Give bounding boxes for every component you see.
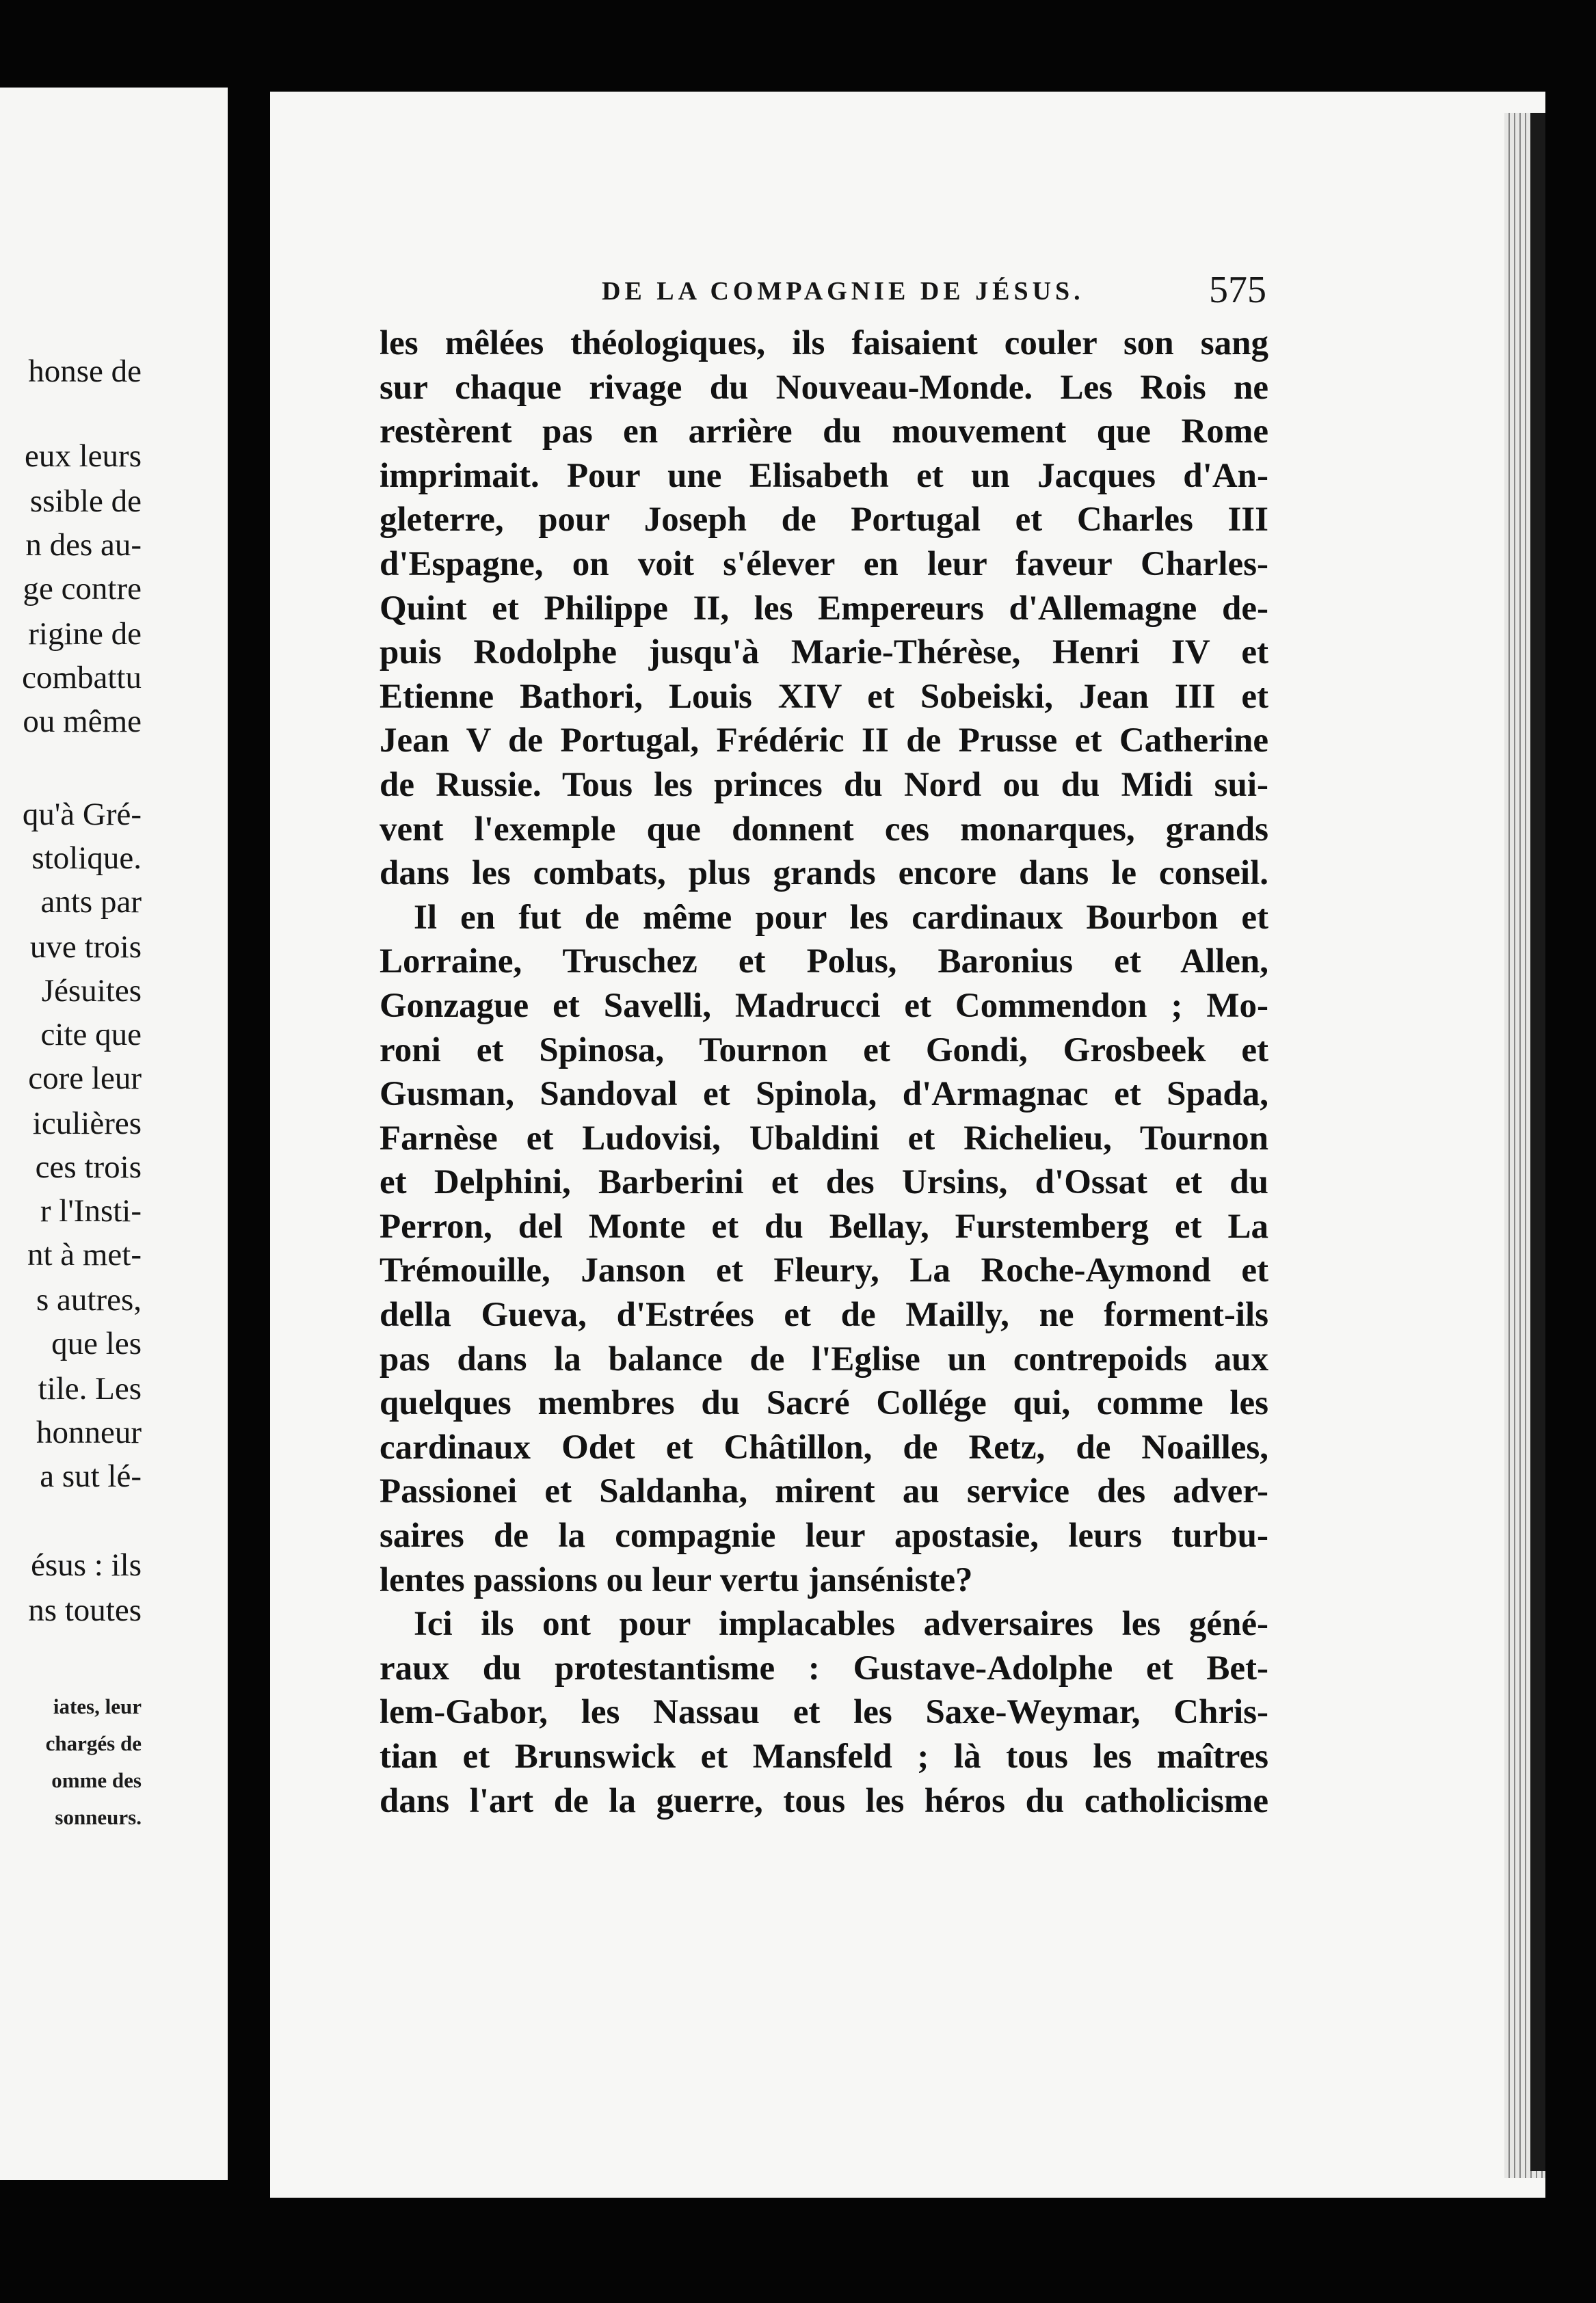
- text-line: Lorraine, Truschez et Polus, Baronius et Allen,: [380, 942, 1268, 981]
- left-page-fragment: [0, 88, 228, 2180]
- left-line: honneur: [36, 1415, 142, 1450]
- text-line: de Russie. Tous les princes du Nord ou du Midi sui-: [380, 765, 1268, 804]
- text-line: tian et Brunswick et Mansfeld ; là tous les maîtres: [380, 1738, 1268, 1776]
- left-line: n des au-: [25, 527, 142, 563]
- left-line: r l'Insti-: [40, 1193, 142, 1229]
- text-line: Gonzague et Savelli, Madrucci et Commendon ; Mo-: [380, 986, 1268, 1025]
- left-line: stolique.: [31, 840, 142, 876]
- left-line: combattu: [22, 660, 142, 695]
- page-edge-shadow: [1530, 113, 1545, 2171]
- text-line: quelques membres du Sacré Collége qui, comme les: [380, 1384, 1268, 1423]
- running-head: DE LA COMPAGNIE DE JÉSUS.: [602, 277, 1085, 306]
- text-line: dans les combats, plus grands encore dans le conseil.: [380, 854, 1268, 893]
- text-line: della Gueva, d'Estrées et de Mailly, ne forment-ils: [380, 1296, 1268, 1335]
- page-number: 575: [1209, 269, 1266, 311]
- text-line: dans l'art de la guerre, tous les héros du catholicisme: [380, 1781, 1268, 1820]
- left-line: nt à met-: [27, 1237, 142, 1273]
- text-line: Jean V de Portugal, Frédéric II de Prusse et Catherine: [380, 721, 1268, 760]
- text-line: Ici ils ont pour implacables adversaires les géné-: [414, 1605, 1268, 1644]
- left-line: ssible de: [29, 483, 142, 519]
- text-line: saires de la compagnie leur apostasie, leurs turbu-: [380, 1517, 1268, 1556]
- left-line: a sut lé-: [40, 1459, 142, 1494]
- left-line: eux leurs: [25, 438, 142, 474]
- left-line: qu'à Gré-: [22, 797, 142, 832]
- left-line: Jésuites: [41, 973, 142, 1009]
- text-line: d'Espagne, on voit s'élever en leur faveur Charles-: [380, 544, 1268, 583]
- left-line: ns toutes: [28, 1593, 142, 1628]
- left-line: ants par: [40, 884, 142, 920]
- left-footnote-line: iates, leur: [53, 1694, 142, 1718]
- text-line: Perron, del Monte et du Bellay, Furstemberg et La: [380, 1207, 1268, 1246]
- left-line: ces trois: [35, 1149, 142, 1185]
- text-line: et Delphini, Barberini et des Ursins, d'Ossat et du: [380, 1163, 1268, 1202]
- text-line: vent l'exemple que donnent ces monarques, grands: [380, 810, 1268, 849]
- text-line: Farnèse et Ludovisi, Ubaldini et Richelieu, Tournon: [380, 1119, 1268, 1158]
- left-line: s autres,: [36, 1282, 142, 1318]
- text-line: roni et Spinosa, Tournon et Gondi, Grosbeek et: [380, 1030, 1268, 1069]
- text-line: puis Rodolphe jusqu'à Marie-Thérèse, Henri IV et: [380, 633, 1268, 672]
- left-footnote-line: chargés de: [45, 1731, 142, 1755]
- text-line: raux du protestantisme : Gustave-Adolphe et Bet-: [380, 1649, 1268, 1688]
- text-line: pas dans la balance de l'Eglise un contrepoids aux: [380, 1340, 1268, 1379]
- text-line: lentes passions ou leur vertu janséniste?: [380, 1560, 973, 1599]
- left-line: cite que: [40, 1017, 142, 1052]
- left-line: uve trois: [29, 929, 142, 965]
- text-line: Etienne Bathori, Louis XIV et Sobeiski, Jean III et: [380, 677, 1268, 716]
- text-line: Quint et Philippe II, les Empereurs d'Allemagne de-: [380, 589, 1268, 628]
- page-body: [380, 321, 1268, 1823]
- text-line: sur chaque rivage du Nouveau-Monde. Les Rois ne: [380, 368, 1268, 407]
- left-line: ou même: [23, 704, 142, 739]
- left-line: rigine de: [28, 616, 142, 652]
- text-line: imprimait. Pour une Elisabeth et un Jacques d'An-: [380, 456, 1268, 495]
- text-line: Trémouille, Janson et Fleury, La Roche-Aymond et: [380, 1251, 1268, 1290]
- left-line: honse de: [28, 354, 142, 389]
- text-line: Il en fut de même pour les cardinaux Bourbon et: [414, 898, 1268, 937]
- text-line: Gusman, Sandoval et Spinola, d'Armagnac et Spada,: [380, 1075, 1268, 1114]
- text-line: restèrent pas en arrière du mouvement que Rome: [380, 412, 1268, 451]
- text-line: gleterre, pour Joseph de Portugal et Charles III: [380, 501, 1268, 540]
- text-line: les mêlées théologiques, ils faisaient couler son sang: [380, 324, 1268, 362]
- left-line: que les: [51, 1326, 142, 1361]
- left-footnote-line: sonneurs.: [55, 1805, 142, 1829]
- left-line: ésus : ils: [31, 1547, 142, 1583]
- left-line: ge contre: [23, 571, 142, 607]
- left-line: tile. Les: [38, 1371, 142, 1407]
- text-line: lem-Gabor, les Nassau et les Saxe-Weymar, Chris-: [380, 1693, 1268, 1732]
- left-footnote-line: omme des: [51, 1768, 142, 1792]
- left-line: iculières: [32, 1106, 142, 1141]
- text-line: cardinaux Odet et Châtillon, de Retz, de Noailles,: [380, 1428, 1268, 1467]
- text-line: Passionei et Saldanha, mirent au service des adver-: [380, 1472, 1268, 1511]
- left-line: core leur: [28, 1061, 142, 1096]
